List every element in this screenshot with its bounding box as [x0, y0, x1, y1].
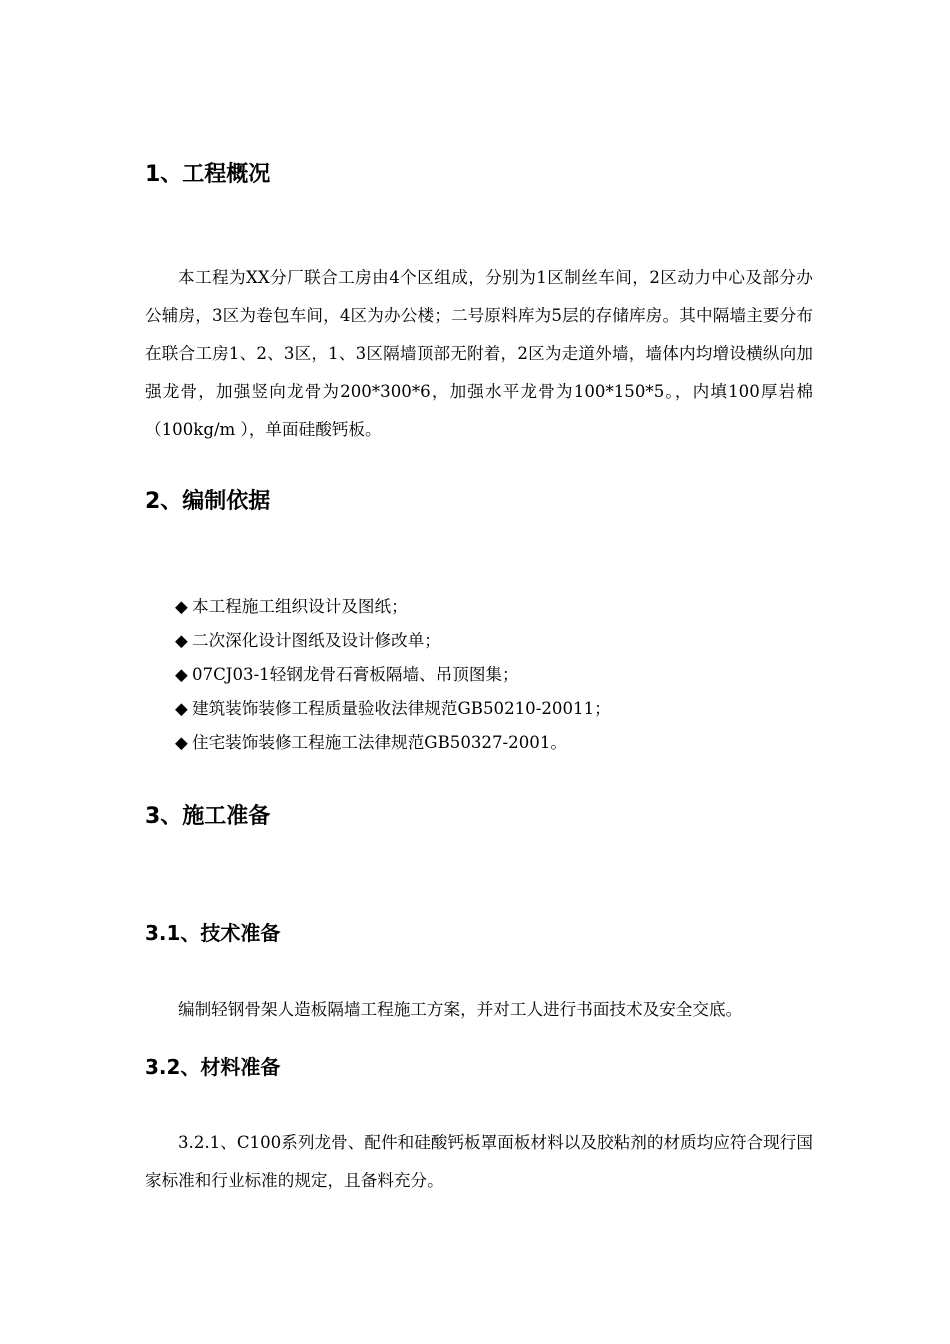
- section-heading-basis: 2、编制依据: [145, 489, 271, 514]
- materials-paragraph: 3.2.1、C100系列龙骨、配件和硅酸钙板罩面板材料以及胶粘剂的材质均应符合现行国家标准和行业标准的规定，且备料充分。: [145, 1133, 813, 1190]
- diamond-bullet-icon: ◆: [175, 733, 188, 752]
- list-item-text: 本工程施工组织设计及图纸；: [192, 597, 408, 616]
- diamond-bullet-icon: ◆: [175, 631, 188, 650]
- list-item-text: 07CJ03-1轻钢龙骨石膏板隔墙、吊顶图集；: [192, 665, 519, 684]
- technical-paragraph: 编制轻钢骨架人造板隔墙工程施工方案，并对工人进行书面技术及安全交底。: [178, 1000, 743, 1019]
- list-item: [175, 624, 611, 658]
- list-item: [175, 590, 611, 624]
- diamond-bullet-icon: ◆: [175, 597, 188, 616]
- list-item: [175, 692, 611, 726]
- diamond-bullet-icon: ◆: [175, 699, 188, 718]
- section-heading-preparation: 3、施工准备: [145, 804, 271, 829]
- basis-list: [175, 590, 611, 760]
- list-item: [175, 726, 611, 760]
- list-item: [175, 658, 611, 692]
- diamond-bullet-icon: ◆: [175, 665, 188, 684]
- subsection-heading-materials: 3.2、材料准备: [145, 1055, 281, 1079]
- list-item-text: 二次深化设计图纸及设计修改单；: [192, 631, 441, 650]
- subsection-heading-technical: 3.1、技术准备: [145, 921, 281, 945]
- list-item-text: 建筑装饰装修工程质量验收法律规范GB50210-20011；: [192, 699, 611, 718]
- list-item-text: 住宅装饰装修工程施工法律规范GB50327-2001。: [192, 733, 567, 752]
- section-heading-overview: 1、工程概况: [145, 162, 271, 187]
- overview-paragraph: 本工程为XX分厂联合工房由4个区组成，分别为1区制丝车间，2区动力中心及部分办公辅房，3区为卷包车间，4区为办公楼；二号原料库为5层的存储库房。其中隔墙主要分布在联合工房1、2、3区，1、3区隔墙顶部无附着，2区为走道外墙，墙体内均增设横纵向加强龙骨，加强竖向龙骨为200*300*6，加强水平龙骨为100*150*5。，内填100厚岩棉（100kg/m ），单面硅酸钙板。: [145, 268, 814, 439]
